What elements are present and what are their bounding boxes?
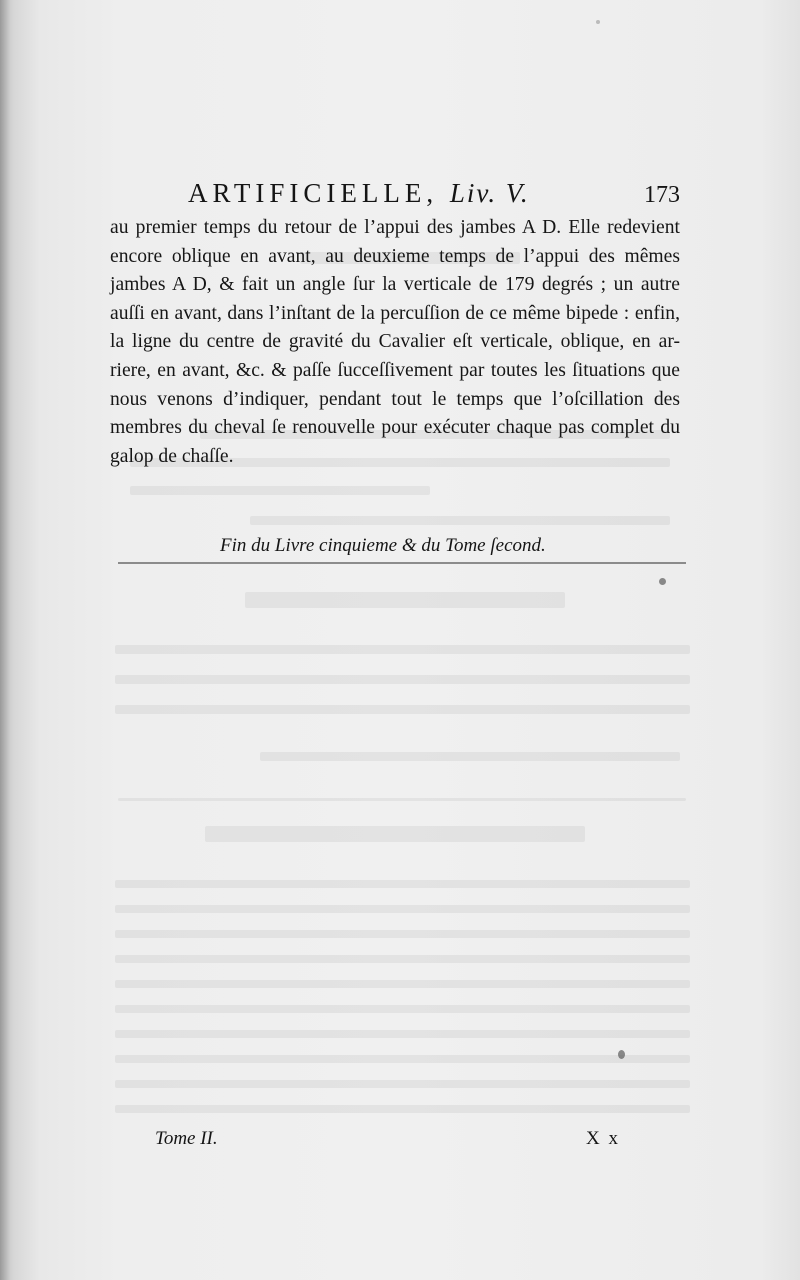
end-of-volume-note: Fin du Livre cinquieme & du Tome ſecond. [220, 535, 546, 556]
text-line: galop de chaſſe. [110, 445, 234, 467]
running-header [110, 178, 680, 218]
text-line: auſſi en avant, dans l’inſtant de la percuſſion de ce même bipede : enfin, [110, 302, 680, 324]
page-gutter-shadow [0, 0, 10, 1280]
bleed-through-mark [115, 1030, 690, 1038]
ink-speck [618, 1050, 625, 1059]
body-paragraph [110, 214, 680, 471]
text-line: la ligne du centre de gravité du Cavalier eſt verticale, oblique, en ar- [110, 331, 680, 353]
bleed-through-mark [115, 705, 690, 714]
signature-mark: X x [586, 1128, 620, 1149]
text-line: encore oblique en avant, au deuxieme temps de l’appui des mêmes [110, 245, 680, 267]
text-line: riere, en avant, &c. & paſſe ſucceſſivement par toutes les ſituations que [110, 359, 680, 381]
bleed-through-mark [115, 1005, 690, 1013]
bleed-through-mark [115, 645, 690, 654]
book-reference: Liv. V. [449, 178, 530, 208]
bleed-through-mark [115, 955, 690, 963]
text-line: jambes A D, & fait un angle ſur la verticale de 179 degrés ; un autre [110, 274, 680, 296]
ink-speck [596, 20, 600, 24]
bleed-through-mark [115, 980, 690, 988]
running-title-text: ARTIFICIELLE, [188, 178, 439, 208]
bleed-through-mark [115, 930, 690, 938]
bleed-through-mark [130, 486, 430, 495]
bleed-through-mark [250, 516, 670, 525]
text-line: au premier temps du retour de l’appui des jambes A D. Elle redevient [110, 217, 680, 238]
bleed-through-mark [260, 752, 680, 761]
horizontal-rule [118, 562, 686, 564]
bleed-through-mark [115, 905, 690, 913]
bleed-through-mark [115, 1080, 690, 1088]
running-title [188, 178, 530, 209]
text-line: nous venons d’indiquer, pendant tout le temps que l’oſcillation des [110, 388, 680, 410]
volume-label: Tome II. [155, 1128, 218, 1149]
bleed-through-mark [205, 826, 585, 842]
bleed-through-mark [115, 675, 690, 684]
text-line: membres du cheval ſe renouvelle pour exécuter chaque pas complet du [110, 417, 680, 439]
bleed-through-mark [115, 880, 690, 888]
page-number: 173 [644, 182, 680, 208]
bleed-through-mark [115, 1105, 690, 1113]
bleed-through-mark [118, 798, 686, 801]
ink-speck [659, 578, 666, 585]
bleed-through-mark [115, 1055, 690, 1063]
bleed-through-mark [245, 592, 565, 608]
